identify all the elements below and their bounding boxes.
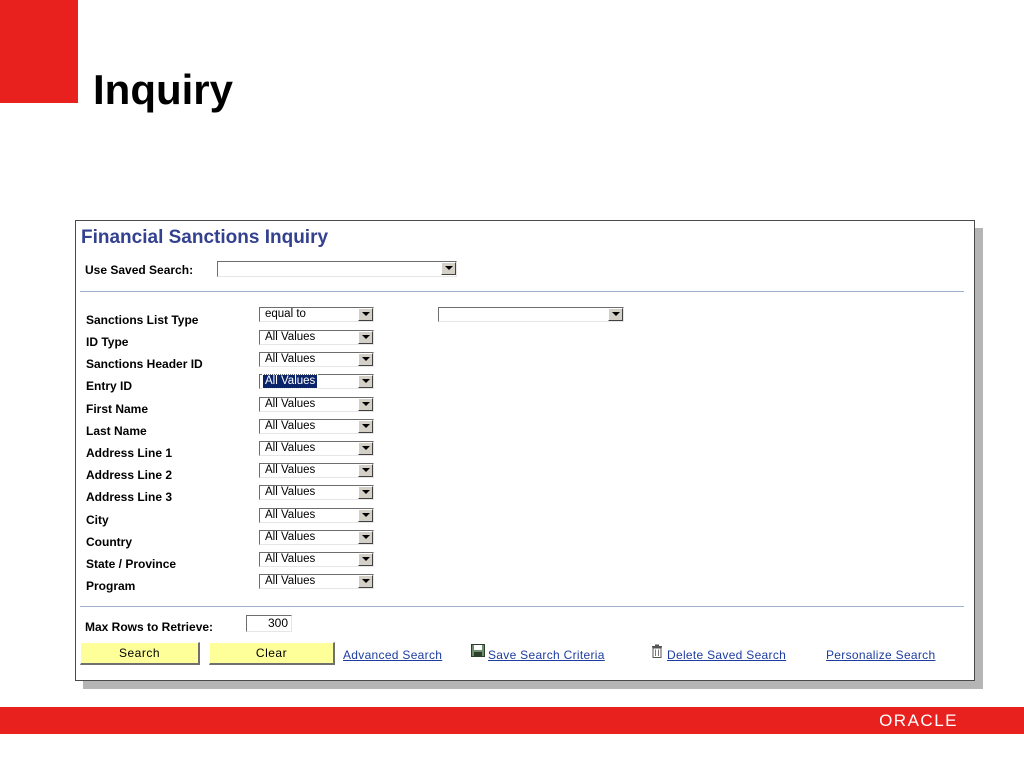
operator-value: All Values	[265, 442, 316, 454]
field-label-program: Program	[86, 579, 136, 593]
field-label-last-name: Last Name	[86, 424, 147, 438]
chevron-down-icon[interactable]	[358, 375, 373, 388]
value-select-sanctions-list-type[interactable]	[438, 307, 624, 322]
max-rows-input[interactable]: 300	[246, 615, 292, 632]
personalize-search-link[interactable]: Personalize Search	[826, 648, 936, 662]
operator-select-id-type[interactable]	[259, 330, 374, 345]
field-label-first-name: First Name	[86, 402, 149, 416]
save-search-criteria-link[interactable]: Save Search Criteria	[488, 648, 605, 662]
chevron-down-icon[interactable]	[358, 308, 373, 321]
chevron-down-icon[interactable]	[358, 331, 373, 344]
field-label-address-line-1: Address Line 1	[86, 446, 173, 460]
operator-value: equal to	[265, 308, 306, 320]
chevron-down-icon[interactable]	[358, 575, 373, 588]
operator-select-address-line-3[interactable]	[259, 485, 374, 500]
operator-select-state-province[interactable]	[259, 552, 374, 567]
operator-value-selected: All Values	[265, 375, 316, 387]
chevron-down-icon[interactable]	[441, 262, 456, 275]
operator-select-program[interactable]	[259, 574, 374, 589]
field-label-sanctions-header-id: Sanctions Header ID	[86, 357, 203, 371]
divider	[80, 606, 964, 607]
operator-select-last-name[interactable]	[259, 419, 374, 434]
operator-select-sanctions-header-id[interactable]	[259, 352, 374, 367]
page-title: Financial Sanctions Inquiry	[81, 227, 329, 248]
field-label-sanctions-list-type: Sanctions List Type	[86, 313, 199, 327]
saved-search-label: Use Saved Search:	[85, 263, 194, 277]
operator-select-sanctions-list-type[interactable]	[259, 307, 374, 322]
field-label-address-line-2: Address Line 2	[86, 468, 173, 482]
operator-value: All Values	[265, 486, 316, 498]
chevron-down-icon[interactable]	[358, 420, 373, 433]
chevron-down-icon[interactable]	[358, 486, 373, 499]
operator-select-city[interactable]	[259, 508, 374, 523]
chevron-down-icon[interactable]	[358, 442, 373, 455]
operator-select-address-line-2[interactable]	[259, 463, 374, 478]
inquiry-window	[75, 220, 975, 681]
brand-red-block	[0, 0, 78, 103]
operator-value: All Values	[265, 398, 316, 410]
clear-button[interactable]: Clear	[209, 642, 335, 665]
oracle-logo: ORACLE	[879, 711, 958, 730]
operator-value: All Values	[265, 420, 316, 432]
advanced-search-link[interactable]: Advanced Search	[343, 648, 443, 662]
field-label-state-province: State / Province	[86, 557, 177, 571]
operator-value: All Values	[265, 331, 316, 343]
footer-bar	[0, 707, 1024, 734]
field-label-city: City	[86, 513, 109, 527]
search-button[interactable]: Search	[80, 642, 200, 665]
delete-saved-search-link[interactable]: Delete Saved Search	[667, 648, 787, 662]
chevron-down-icon[interactable]	[358, 553, 373, 566]
save-icon[interactable]	[471, 644, 485, 662]
operator-value: All Values	[265, 575, 316, 587]
saved-search-dropdown[interactable]	[217, 261, 457, 277]
operator-select-first-name[interactable]	[259, 397, 374, 412]
operator-value: All Values	[265, 509, 316, 521]
chevron-down-icon[interactable]	[358, 531, 373, 544]
operator-value: All Values	[265, 531, 316, 543]
divider	[80, 291, 964, 292]
chevron-down-icon[interactable]	[358, 464, 373, 477]
operator-select-address-line-1[interactable]	[259, 441, 374, 456]
chevron-down-icon[interactable]	[358, 509, 373, 522]
field-label-address-line-3: Address Line 3	[86, 490, 173, 504]
field-label-id-type: ID Type	[86, 335, 129, 349]
trash-icon[interactable]	[651, 644, 663, 663]
slide-title: Inquiry	[93, 66, 234, 113]
max-rows-label: Max Rows to Retrieve:	[85, 620, 214, 634]
field-label-country: Country	[86, 535, 132, 549]
operator-value: All Values	[265, 353, 316, 365]
operator-select-country[interactable]	[259, 530, 374, 545]
operator-value: All Values	[265, 464, 316, 476]
operator-value: All Values	[265, 553, 316, 565]
operator-select-entry-id[interactable]	[259, 374, 374, 389]
field-label-entry-id: Entry ID	[86, 379, 133, 393]
chevron-down-icon[interactable]	[608, 308, 623, 321]
chevron-down-icon[interactable]	[358, 398, 373, 411]
chevron-down-icon[interactable]	[358, 353, 373, 366]
